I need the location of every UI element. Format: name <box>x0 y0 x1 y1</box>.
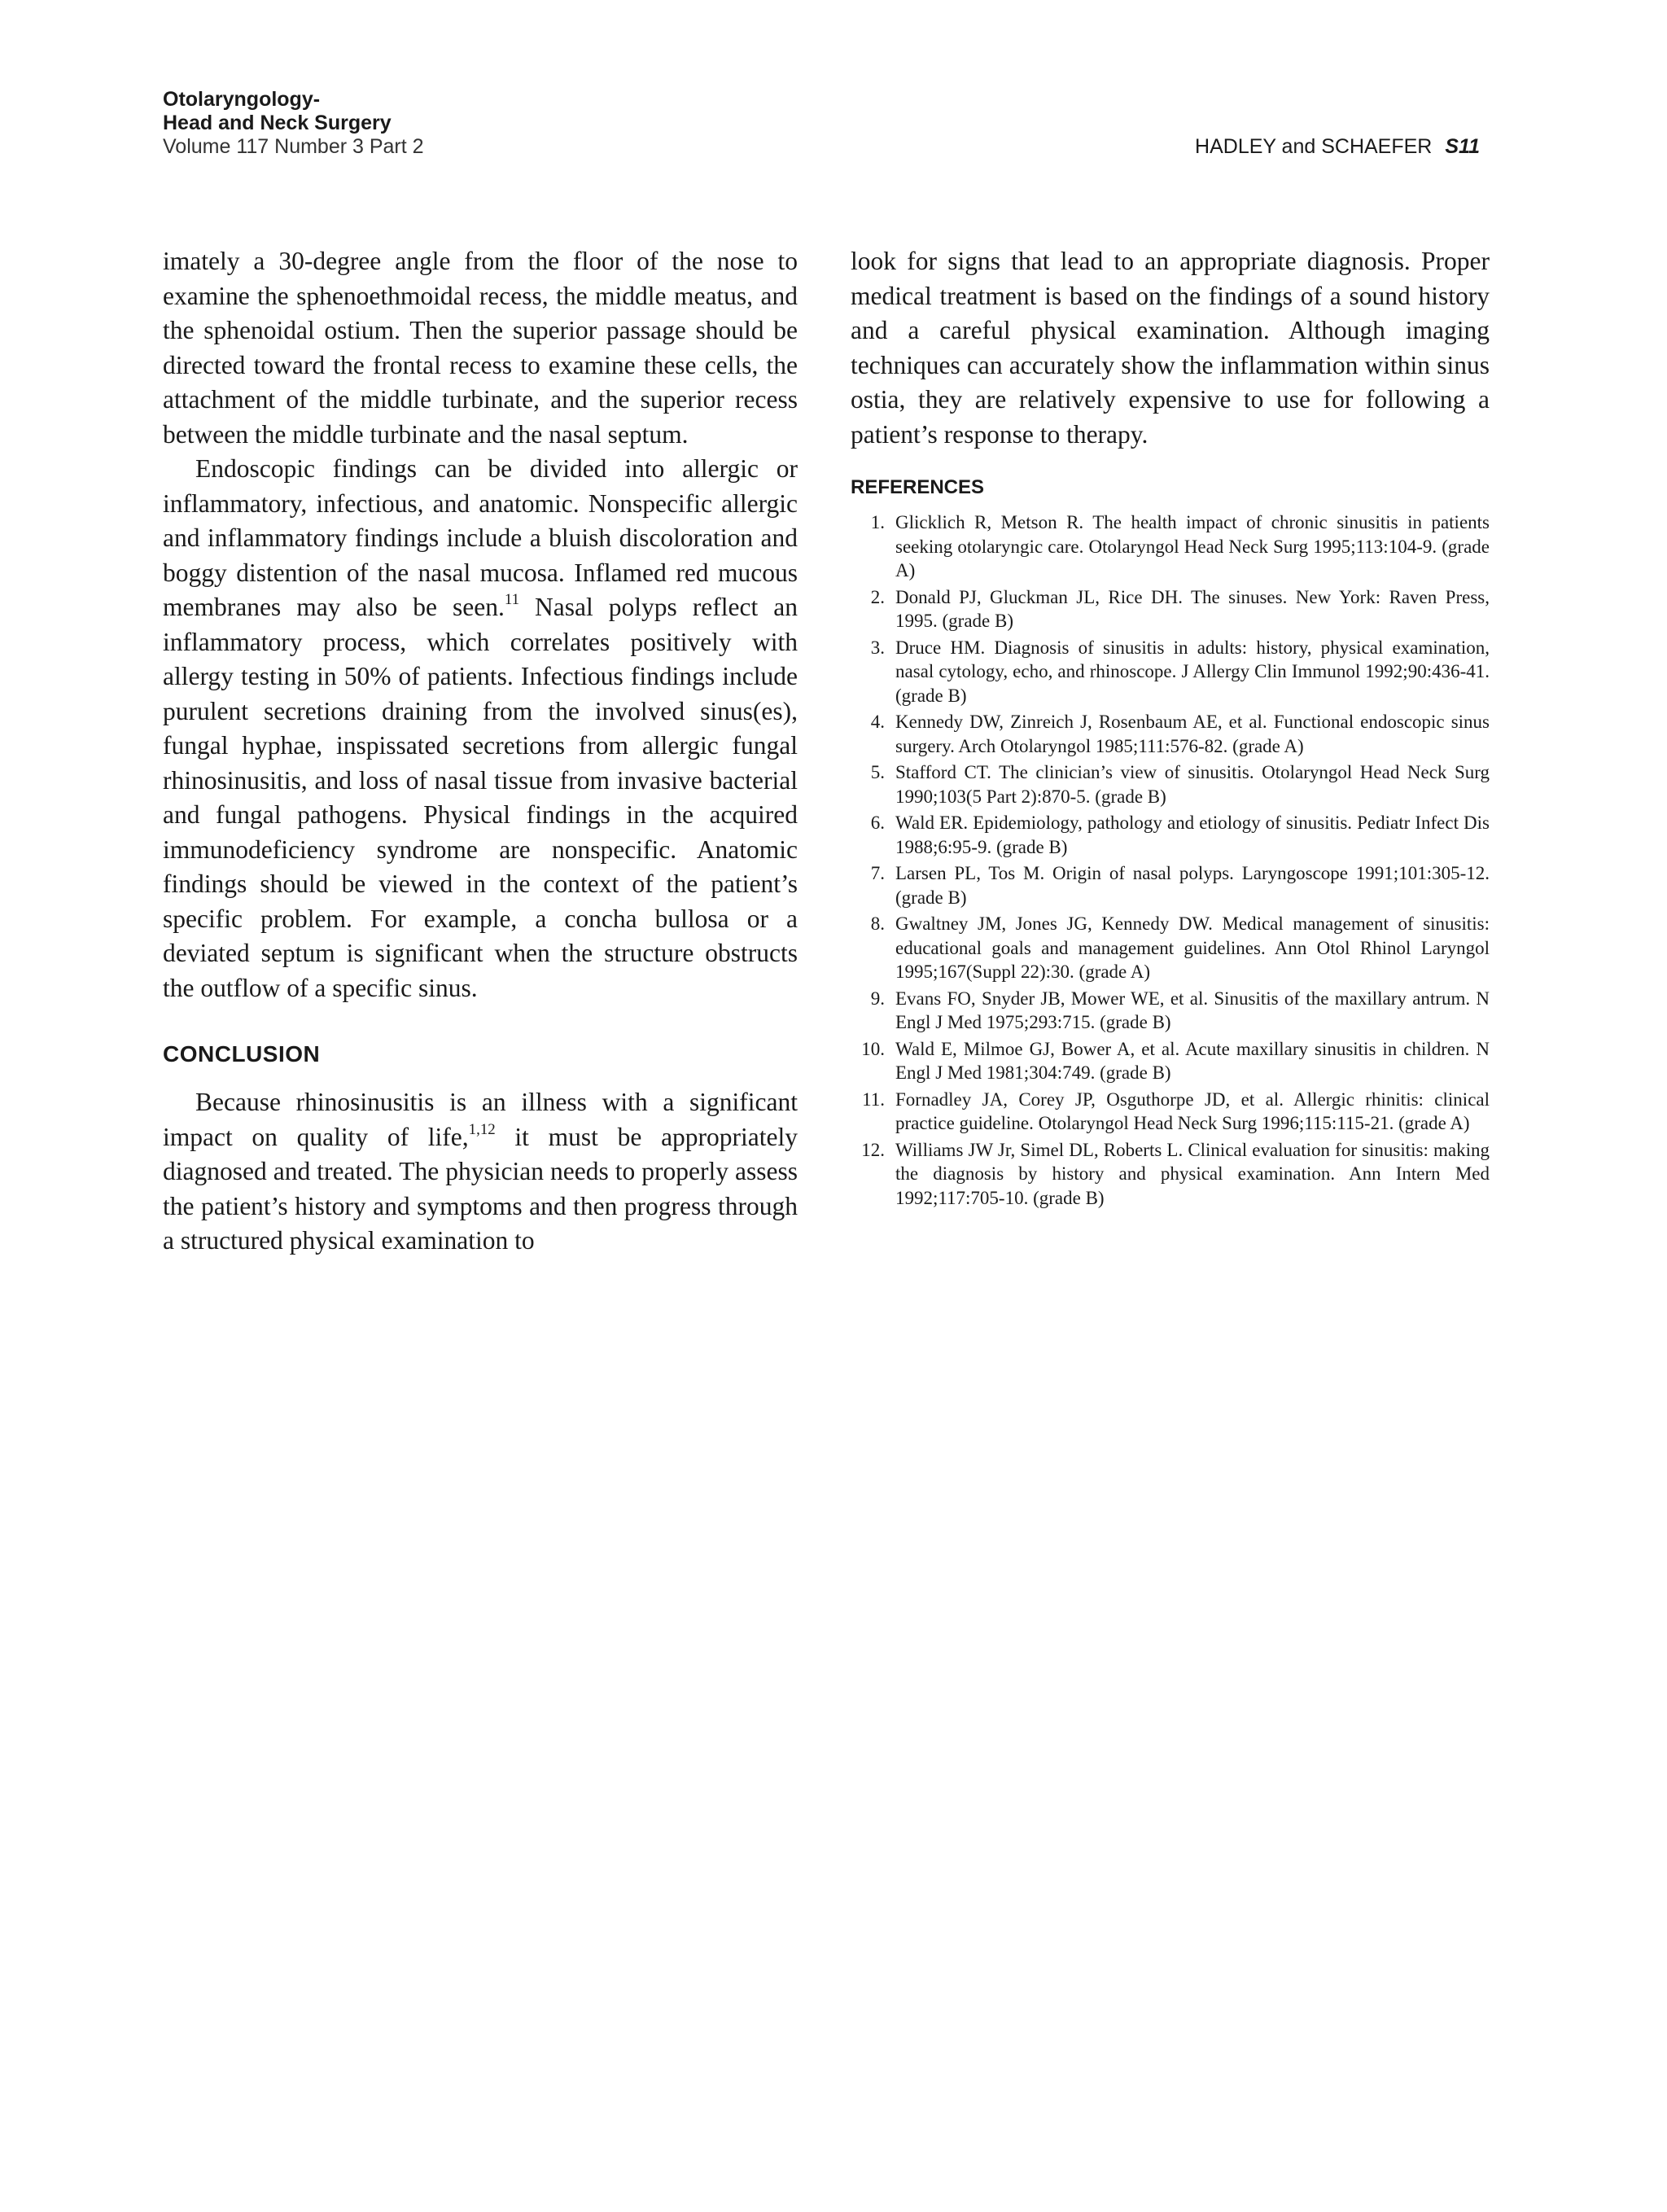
reference-text: Kennedy DW, Zinreich J, Rosenbaum AE, et al. Functional endoscopic sinus surgery. Arch Otolaryngol 1985;111:576-82. (grade A) <box>895 712 1490 756</box>
reference-item <box>851 1037 1490 1085</box>
reference-item <box>851 760 1490 808</box>
paragraph-text: Nasal polyps reflect an inflammatory process, which correlates positively with allergy testing in 50% of patients. Infectious findings include purulent secretions draining from the involved sinus(es), fungal hyphae, inspissated secretions from allergic fungal rhinosinusitis, and loss of nasal tissue from invasive bacterial and fungal pathogens. Physical findings in the acquired immunodeficiency syndrome are nonspecific. Anatomic findings should be viewed in the context of the patient’s specific problem. For example, a concha bullosa or a deviated septum is significant when the structure obstructs the outflow of a specific sinus. <box>163 593 798 1002</box>
conclusion-heading: CONCLUSION <box>163 1041 321 1067</box>
reference-number: 8. <box>870 913 885 934</box>
reference-item <box>851 1088 1490 1136</box>
reference-number: 10. <box>861 1038 885 1059</box>
author-running-head: HADLEY and SCHAEFER <box>1195 135 1433 158</box>
page-identifier <box>1195 135 1480 159</box>
reference-item <box>851 861 1490 909</box>
reference-text: Donald PJ, Gluckman JL, Rice DH. The sinuses. New York: Raven Press, 1995. (grade B) <box>895 586 1490 631</box>
reference-number: 12. <box>861 1139 885 1160</box>
reference-text: Evans FO, Snyder JB, Mower WE, et al. Sinusitis of the maxillary antrum. N Engl J Med 1975;293:715. (grade B) <box>895 988 1490 1032</box>
reference-number: 1. <box>870 512 885 532</box>
paragraph-endoscopic-findings <box>163 452 798 1005</box>
reference-text: Gwaltney JM, Jones JG, Kennedy DW. Medical management of sinusitis: educational goals and management guidelines. Ann Otol Rhinol Laryngol 1995;167(Suppl 22):30. (grade A) <box>895 913 1490 982</box>
journal-name-line2: Head and Neck Surgery <box>163 112 392 134</box>
reference-text: Wald ER. Epidemiology, pathology and etiology of sinusitis. Pediatr Infect Dis 1988;6:95-9. (grade B) <box>895 813 1490 857</box>
running-head <box>163 88 424 159</box>
reference-number: 9. <box>870 988 885 1009</box>
reference-text: Williams JW Jr, Simel DL, Roberts L. Clinical evaluation for sinusitis: making the diagnosis by history and physical examination. Ann Intern Med 1992;117:705-10. (grade B) <box>895 1139 1490 1208</box>
reference-item <box>851 585 1490 633</box>
references-list <box>851 510 1490 1210</box>
paragraph-conclusion <box>163 1085 798 1259</box>
citation-superscript: 11 <box>504 590 520 608</box>
reference-text: Wald E, Milmoe GJ, Bower A, et al. Acute maxillary sinusitis in children. N Engl J Med 1981;304:749. (grade B) <box>895 1038 1490 1083</box>
reference-number: 3. <box>870 637 885 658</box>
reference-text: Larsen PL, Tos M. Origin of nasal polyps. Laryngoscope 1991;101:305-12. (grade B) <box>895 863 1490 908</box>
reference-item <box>851 811 1490 859</box>
reference-item <box>851 636 1490 708</box>
reference-text: Glicklich R, Metson R. The health impact of chronic sinusitis in patients seeking otolaryngic care. Otolaryngol Head Neck Surg 1995;113:104-9. (grade A) <box>895 512 1490 580</box>
volume-info: Volume 117 Number 3 Part 2 <box>163 135 424 158</box>
right-column <box>851 244 1490 1212</box>
page-number: S11 <box>1445 135 1480 158</box>
citation-superscript: 1,12 <box>468 1120 496 1138</box>
reference-number: 6. <box>870 813 885 833</box>
paragraph-endoscopy-continued: imately a 30-degree angle from the floor of the nose to examine the sphenoethmoidal recess, the middle meatus, and the sphenoidal ostium. Then the superior passage should be directed toward the frontal recess to examine these cells, the attachment of the middle turbinate, and the superior recess between the middle turbinate and the nasal septum. <box>163 247 798 449</box>
reference-number: 2. <box>870 586 885 607</box>
paragraph-text: Because rhinosinusitis is an illness with a significant impact on quality of life, <box>163 1088 798 1151</box>
references-heading: REFERENCES <box>851 476 985 498</box>
reference-text: Fornadley JA, Corey JP, Osguthorpe JD, et al. Allergic rhinitis: clinical practice guideline. Otolaryngol Head Neck Surg 1996;115:115-21. (grade A) <box>895 1088 1490 1133</box>
paragraph-text: Endoscopic findings can be divided into allergic or inflammatory, infectious, and anatomic. Nonspecific allergic and inflammatory findings include a bluish discoloration and boggy distention of the nasal mucosa. Inflamed red mucous membranes may also be seen. <box>163 454 798 621</box>
reference-item <box>851 987 1490 1035</box>
reference-item <box>851 510 1490 583</box>
left-column <box>163 244 798 1259</box>
reference-number: 7. <box>870 863 885 883</box>
reference-number: 11. <box>862 1088 885 1110</box>
reference-number: 4. <box>870 712 885 732</box>
reference-text: Druce HM. Diagnosis of sinusitis in adults: history, physical examination, nasal cytology, echo, and rhinoscope. J Allergy Clin Immunol 1992;90:436-41. (grade B) <box>895 637 1490 706</box>
reference-item <box>851 1138 1490 1211</box>
reference-text: Stafford CT. The clinician’s view of sinusitis. Otolaryngol Head Neck Surg 1990;103(5 Part 2):870-5. (grade B) <box>895 762 1490 807</box>
journal-name-line1: Otolaryngology- <box>163 88 321 111</box>
paragraph-text: it must be appropriately diagnosed and treated. The physician needs to properly assess the patient’s history and symptoms and then progress through a structured physical examination to <box>163 1122 798 1255</box>
reference-item <box>851 710 1490 758</box>
reference-item <box>851 912 1490 984</box>
reference-number: 5. <box>870 762 885 782</box>
paragraph-conclusion-continued: look for signs that lead to an appropriate diagnosis. Proper medical treatment is based on the findings of a sound history and a careful physical examination. Although imaging techniques can accurately show the inflammation within sinus ostia, they are relatively expensive to use for following a patient’s response to therapy. <box>851 247 1490 449</box>
